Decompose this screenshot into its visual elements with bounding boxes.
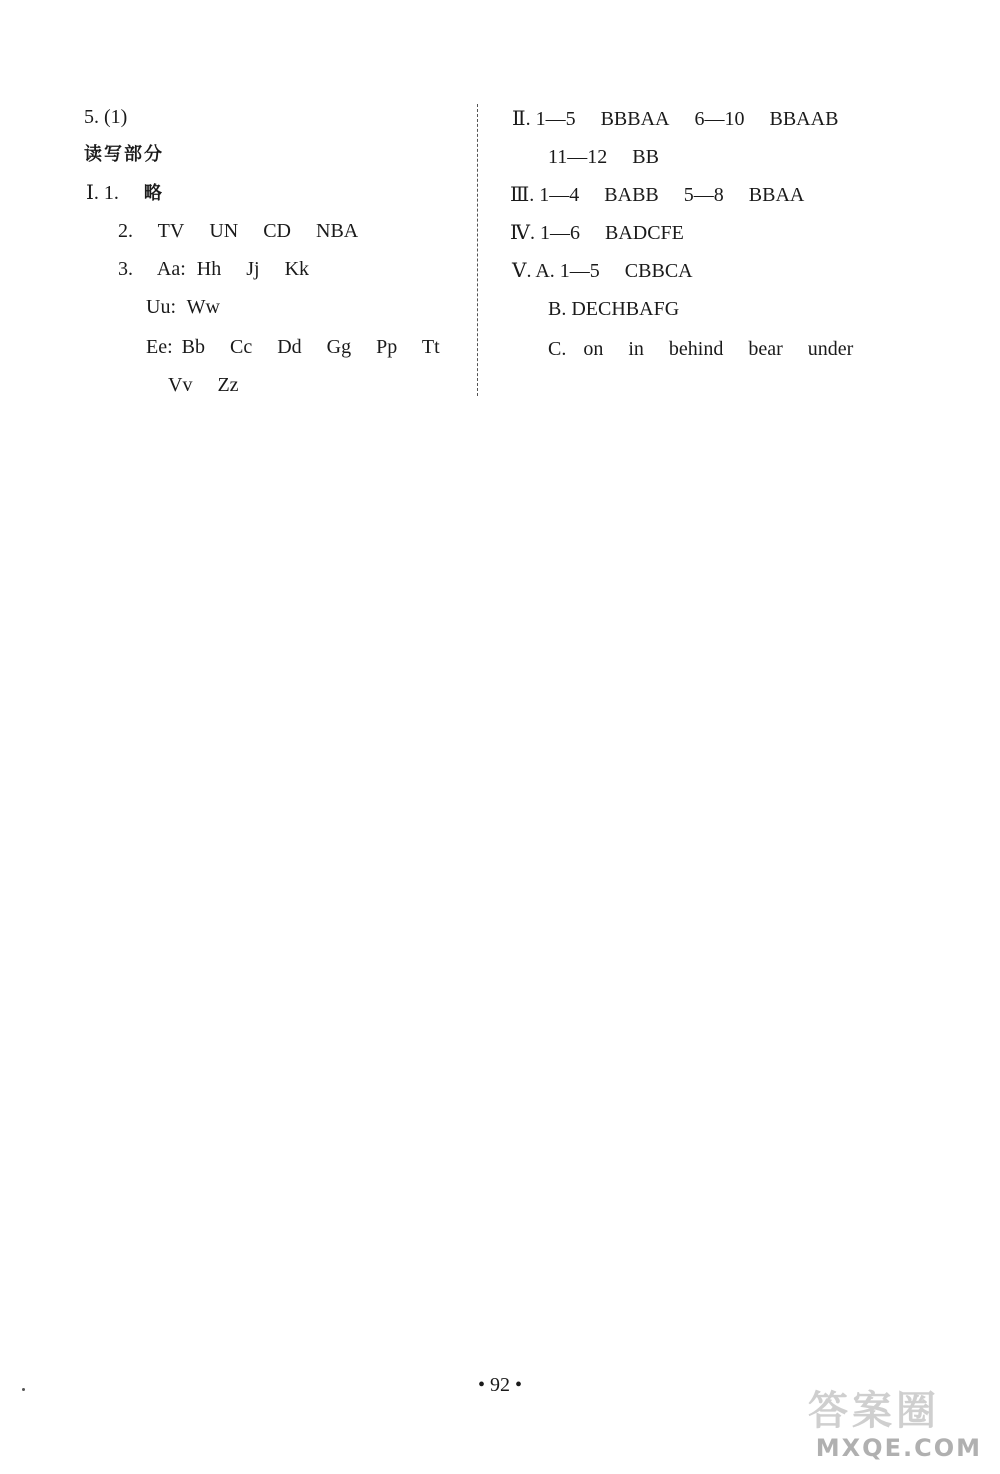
answer-string: BBAAB <box>769 108 839 130</box>
range-label: Ⅳ. 1—6 <box>510 222 580 244</box>
letter-label: Aa: <box>156 258 186 280</box>
range-label: 5—8 <box>683 184 724 206</box>
section-1-number: Ⅰ. 1. <box>86 182 119 204</box>
word-answer: under <box>807 338 854 360</box>
letter-item: Zz <box>217 374 239 396</box>
letter-item: Cc <box>230 336 253 358</box>
left-line-7 <box>146 334 440 360</box>
letter-item: Bb <box>181 336 205 358</box>
watermark-brand: 答案圈 <box>808 1388 940 1434</box>
section-heading-read-write <box>84 142 164 168</box>
part-label: C. <box>548 338 567 360</box>
answer-string: B. DECHBAFG <box>548 298 680 320</box>
letter-label: Ee: <box>146 336 173 358</box>
letter-item: Tt <box>421 336 440 358</box>
range-label: 6—10 <box>694 108 745 130</box>
left-line-3 <box>86 180 162 207</box>
letter-item: Kk <box>284 258 310 280</box>
heading-text: 读写部分 <box>84 144 164 165</box>
answer-string: BB <box>632 146 659 168</box>
right-line-2 <box>548 144 659 170</box>
range-label: Ⅴ. A. 1—5 <box>512 260 600 282</box>
abbr-item: NBA <box>316 220 359 242</box>
letter-item: Gg <box>326 336 352 358</box>
abbr-item: CD <box>263 220 291 242</box>
right-line-5 <box>512 258 693 284</box>
word-answer: bear <box>748 338 783 360</box>
right-line-6 <box>548 296 679 322</box>
item-5-1: 5. (1) <box>84 106 128 128</box>
column-divider <box>477 104 478 396</box>
range-label: Ⅲ. 1—4 <box>510 184 580 206</box>
answer-string: CBBCA <box>624 260 693 282</box>
watermark-site: MXQE.COM <box>815 1434 982 1462</box>
abbr-item: TV <box>157 220 185 242</box>
abbr-item: UN <box>209 220 239 242</box>
answer-string: BBAA <box>748 184 805 206</box>
letter-label: Uu: <box>146 296 176 318</box>
word-answer: behind <box>668 338 724 360</box>
letter-item: Vv <box>168 374 193 396</box>
letter-item: Hh <box>196 258 222 280</box>
letter-item: Ww <box>186 296 220 318</box>
q3-number: 3. <box>118 258 133 280</box>
answer-string: BADCFE <box>604 222 684 244</box>
right-line-3 <box>510 182 804 208</box>
left-line-5 <box>118 256 309 282</box>
right-line-4 <box>510 220 684 246</box>
right-line-7 <box>548 336 853 362</box>
word-answer: on <box>583 338 604 360</box>
word-answer: in <box>628 338 644 360</box>
left-line-6 <box>146 294 220 320</box>
answer-string: BABB <box>604 184 659 206</box>
section-1-answer: 略 <box>143 183 162 204</box>
answer-string: BBBAA <box>600 108 670 130</box>
letter-item: Dd <box>277 336 302 358</box>
range-label: Ⅱ. 1—5 <box>512 108 576 130</box>
letter-item: Pp <box>376 336 398 358</box>
range-label: 11—12 <box>548 146 608 168</box>
right-line-1 <box>512 106 838 132</box>
left-line-4 <box>118 218 358 244</box>
left-line-1 <box>84 104 127 130</box>
page-number: • 92 • <box>477 1374 522 1396</box>
stray-dot <box>22 1388 25 1391</box>
left-line-8 <box>168 372 239 398</box>
letter-item: Jj <box>246 258 260 280</box>
q2-number: 2. <box>118 220 133 242</box>
